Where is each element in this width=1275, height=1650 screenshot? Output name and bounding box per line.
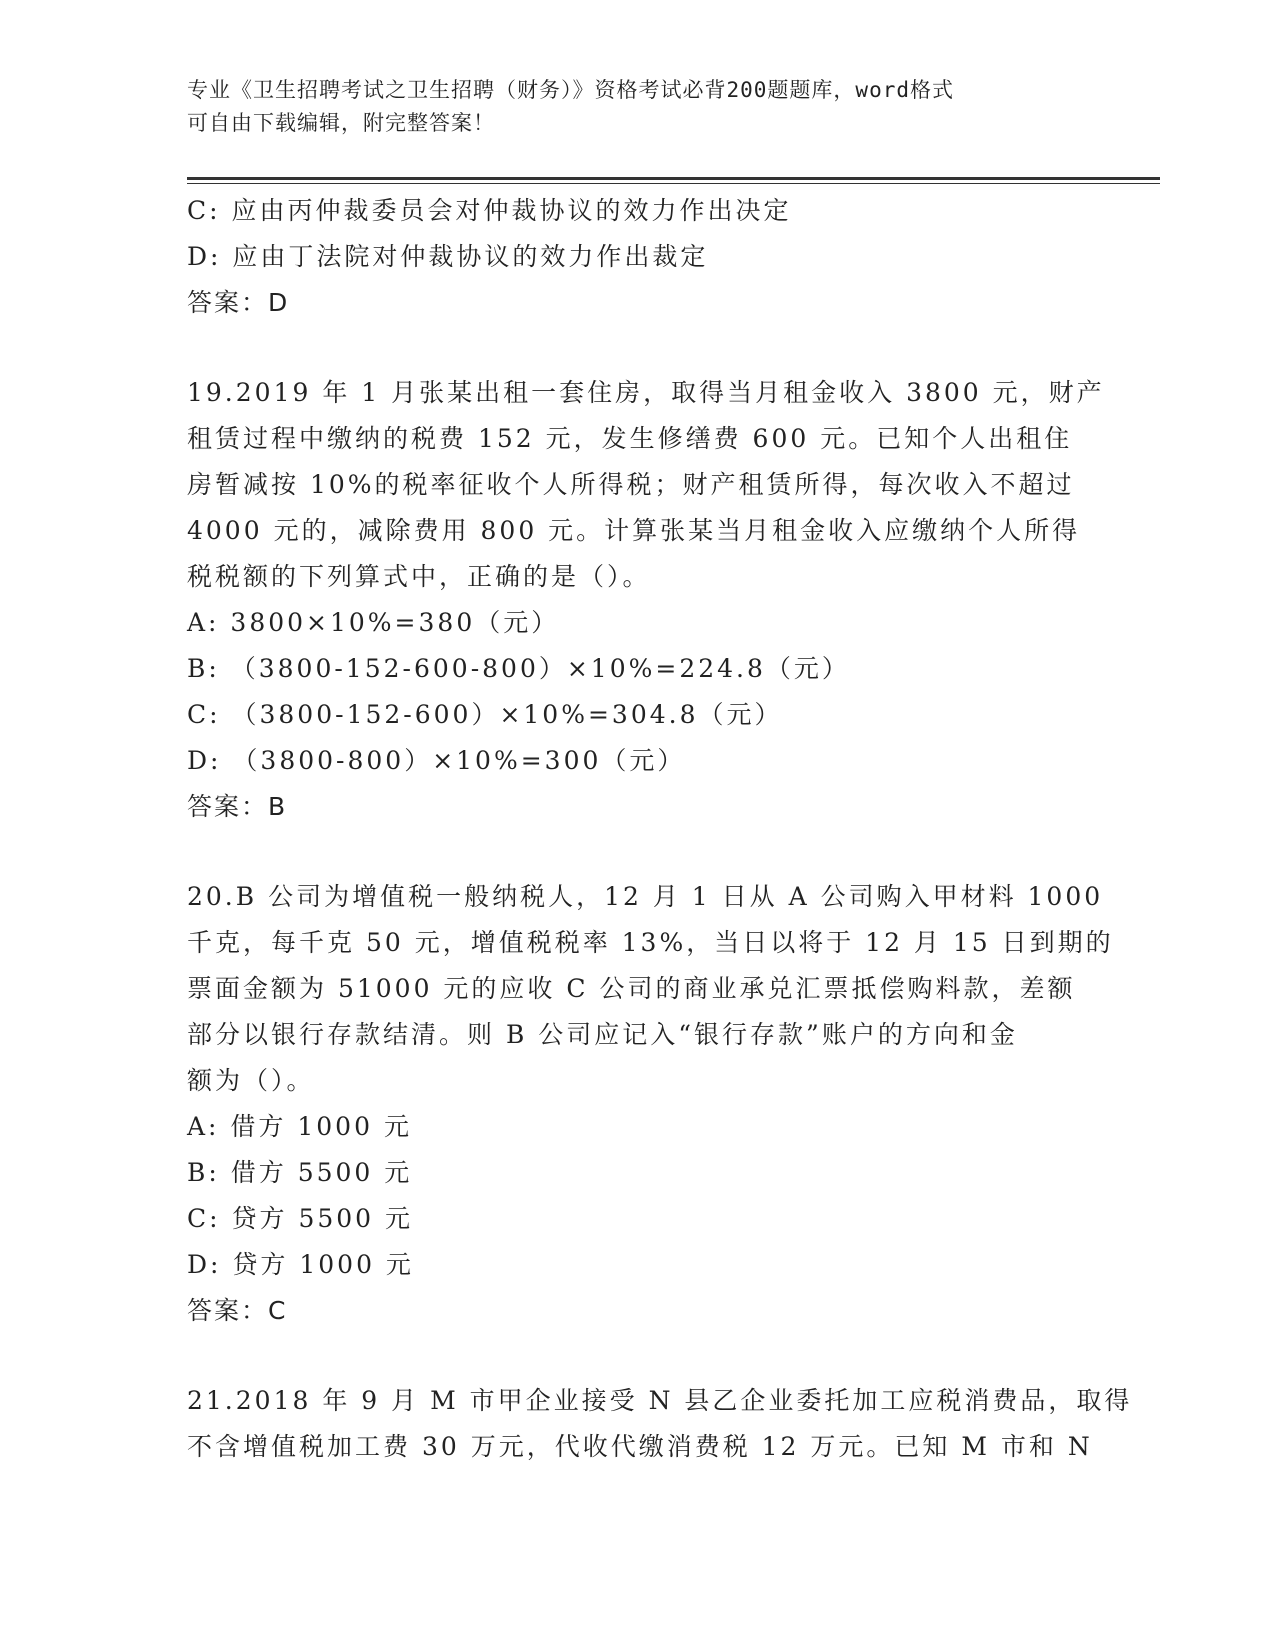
question-18-tail bbox=[187, 188, 1087, 326]
answer-line: 答案：C bbox=[187, 1296, 288, 1325]
header-divider-thick bbox=[187, 177, 1160, 180]
header-line-2: 可自由下载编辑，附完整答案！ bbox=[187, 111, 495, 135]
question-text-line: 租赁过程中缴纳的税费 152 元，发生修缮费 600 元。已知个人出租住 bbox=[187, 424, 1073, 453]
option-c: C: 应由丙仲裁委员会对仲裁协议的效力作出决定 bbox=[187, 196, 792, 225]
option-c: C: （3800-152-600）×10%=304.8（元） bbox=[187, 700, 783, 729]
option-d: D: （3800-800）×10%=300（元） bbox=[187, 746, 686, 775]
option-a: A: 借方 1000 元 bbox=[187, 1112, 412, 1141]
option-d: D: 应由丁法院对仲裁协议的效力作出裁定 bbox=[187, 242, 709, 271]
document-header bbox=[187, 74, 1067, 140]
answer-line: 答案：D bbox=[187, 288, 290, 317]
header-line-1: 专业《卫生招聘考试之卫生招聘（财务）》资格考试必背200题题库，word格式 bbox=[187, 78, 954, 102]
question-text-line: 不含增值税加工费 30 万元，代收代缴消费税 12 万元。已知 M 市和 N bbox=[187, 1432, 1093, 1461]
question-text-line: 额为（）。 bbox=[187, 1066, 315, 1095]
option-b: B: （3800-152-600-800）×10%=224.8（元） bbox=[187, 654, 850, 683]
question-20 bbox=[187, 874, 1114, 1334]
question-text-line: 19.2019 年 1 月张某出租一套住房，取得当月租金收入 3800 元，财产 bbox=[187, 378, 1105, 407]
question-21 bbox=[187, 1378, 1133, 1470]
question-text-line: 税税额的下列算式中，正确的是（）。 bbox=[187, 562, 651, 591]
option-c: C: 贷方 5500 元 bbox=[187, 1204, 414, 1233]
question-text-line: 21.2018 年 9 月 M 市甲企业接受 N 县乙企业委托加工应税消费品，取得 bbox=[187, 1386, 1133, 1415]
option-d: D: 贷方 1000 元 bbox=[187, 1250, 414, 1279]
question-text-line: 部分以银行存款结清。则 B 公司应记入“银行存款”账户的方向和金 bbox=[187, 1020, 1018, 1049]
answer-line: 答案：B bbox=[187, 792, 288, 821]
question-text-line: 房暂减按 10%的税率征收个人所得税；财产租赁所得，每次收入不超过 bbox=[187, 470, 1075, 499]
question-text-line: 4000 元的，减除费用 800 元。计算张某当月租金收入应缴纳个人所得 bbox=[187, 516, 1081, 545]
option-a: A: 3800×10%=380（元） bbox=[187, 608, 560, 637]
document-body bbox=[187, 188, 1133, 1470]
question-text-line: 票面金额为 51000 元的应收 C 公司的商业承兑汇票抵偿购料款，差额 bbox=[187, 974, 1076, 1003]
question-text-line: 20.B 公司为增值税一般纳税人，12 月 1 日从 A 公司购入甲材料 1000 bbox=[187, 882, 1104, 911]
option-b: B: 借方 5500 元 bbox=[187, 1158, 413, 1187]
question-text-line: 千克，每千克 50 元，增值税税率 13%，当日以将于 12 月 15 日到期的 bbox=[187, 928, 1114, 957]
header-divider-thin bbox=[187, 183, 1160, 184]
question-19 bbox=[187, 370, 1105, 830]
